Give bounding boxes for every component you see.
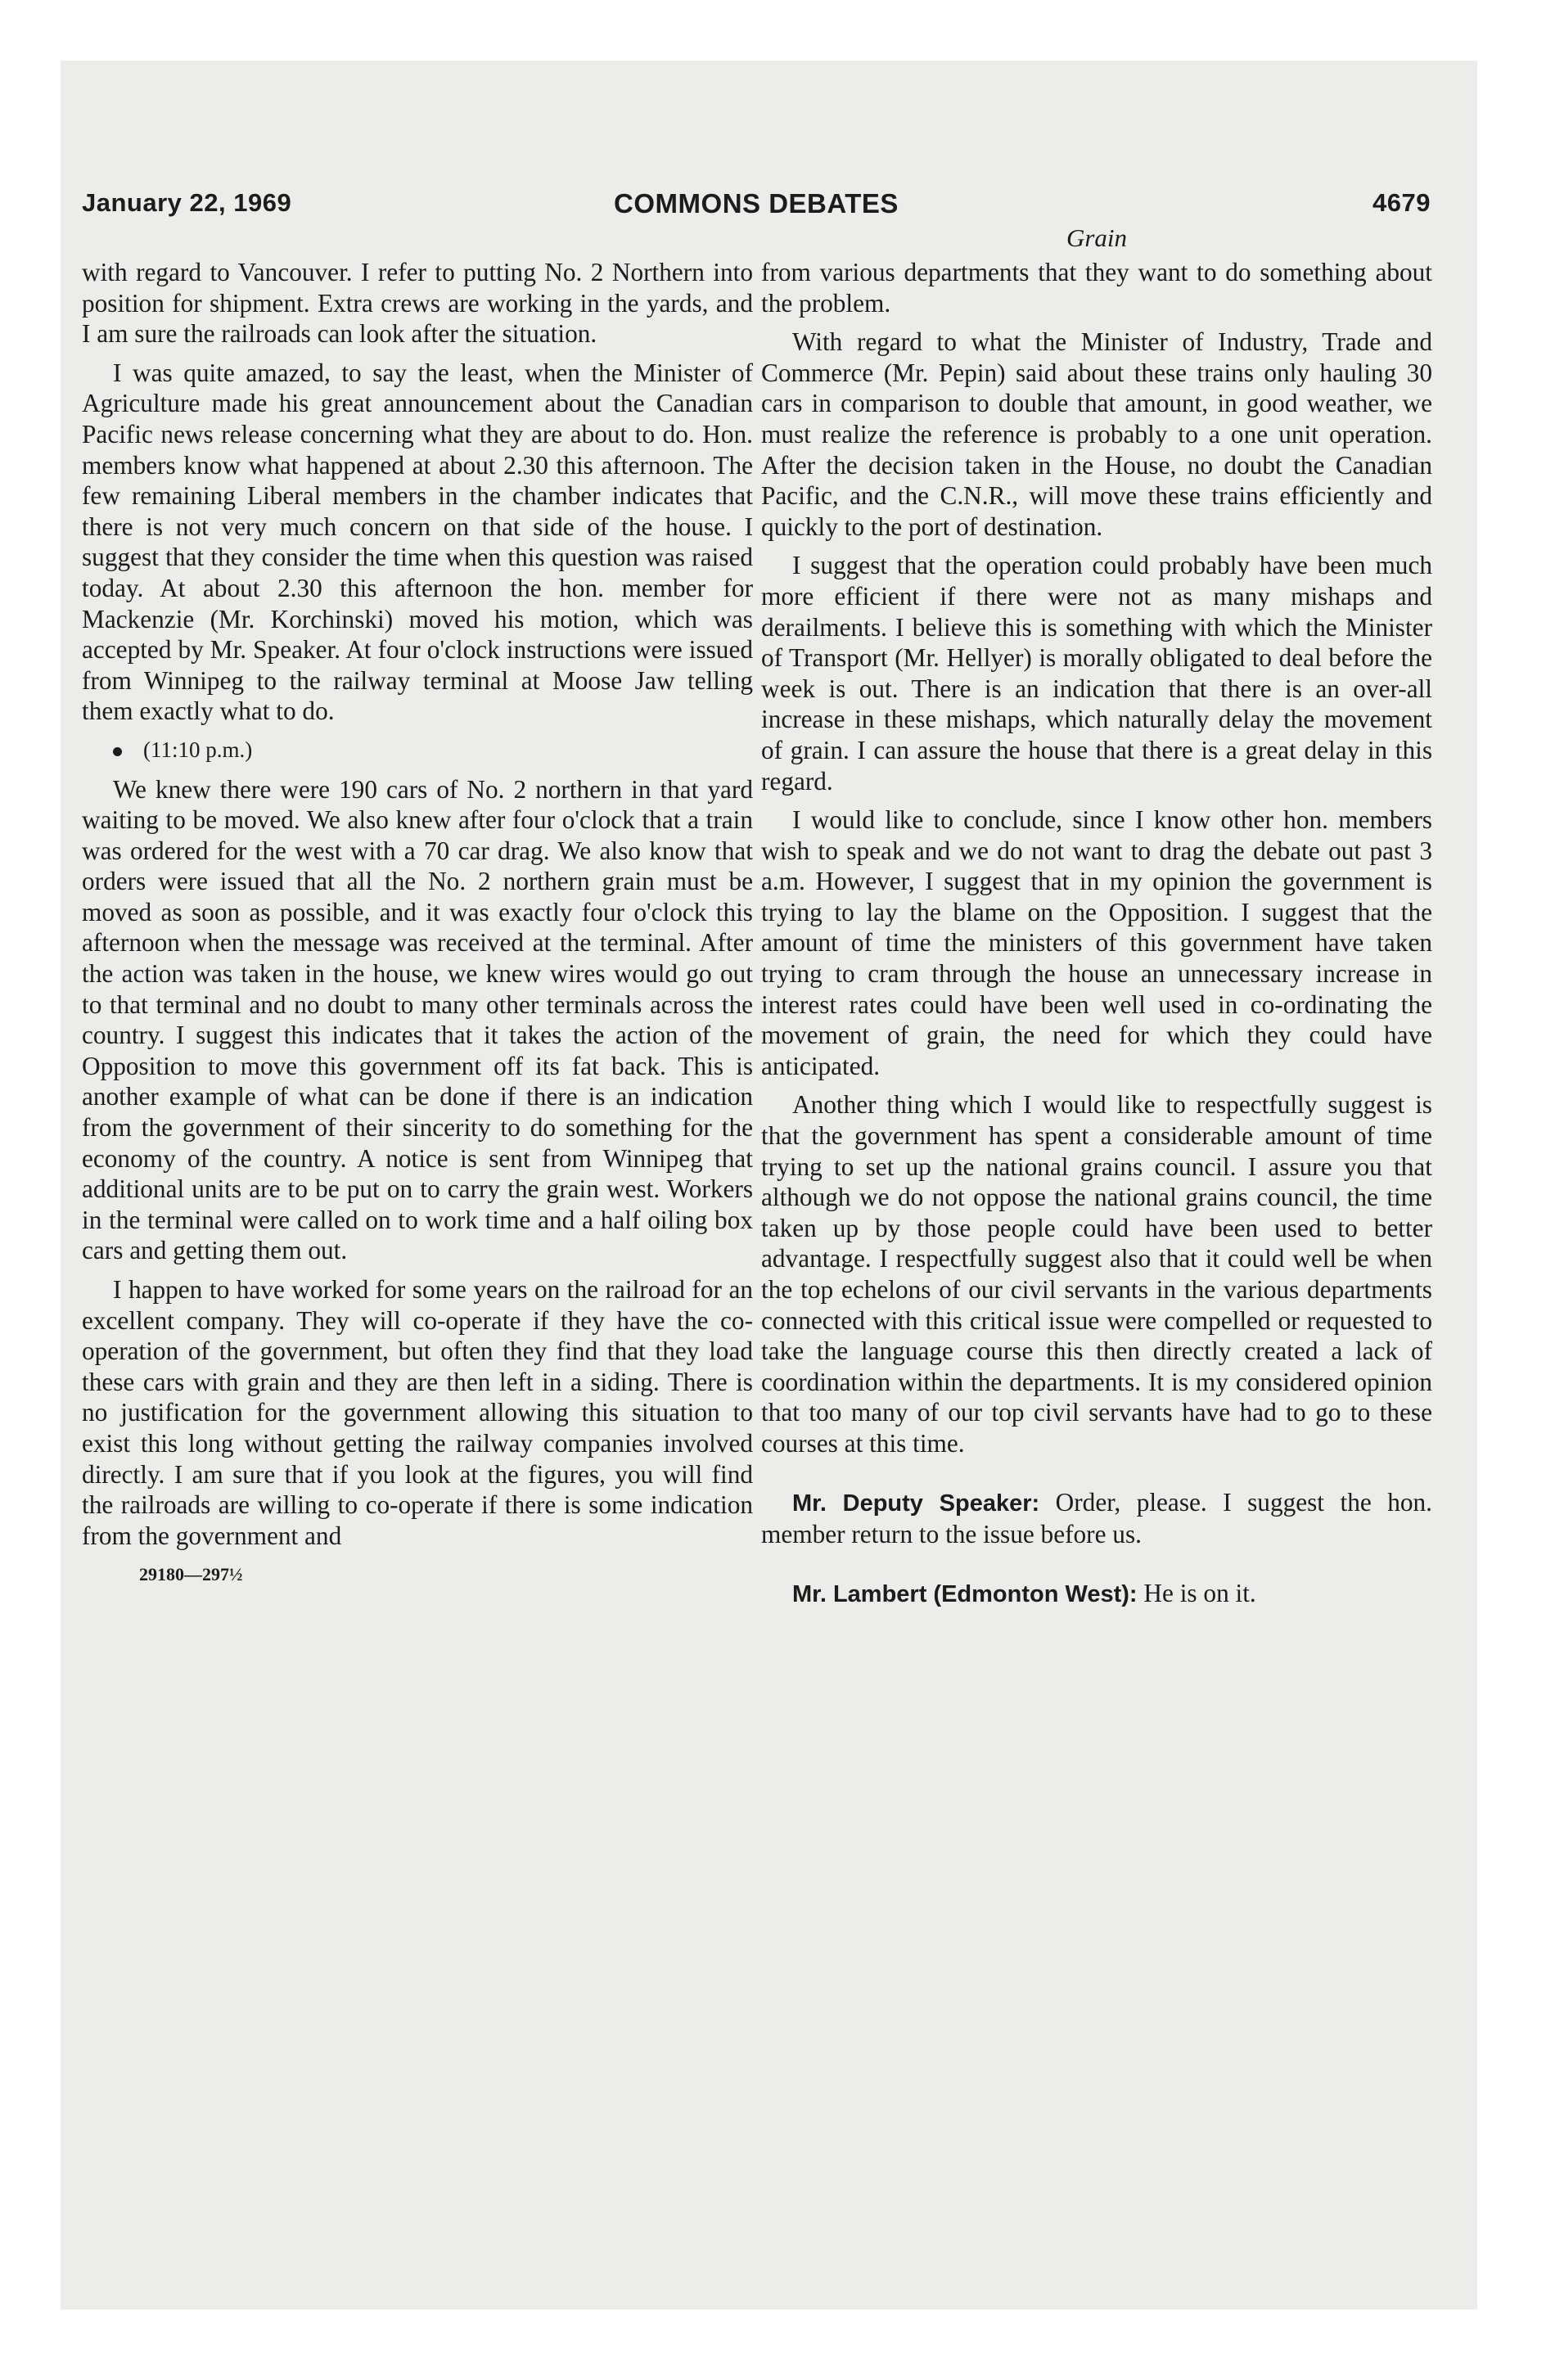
page-header — [82, 183, 1431, 223]
header-title: COMMONS DEBATES — [614, 188, 899, 219]
header-page-number: 4679 — [1372, 188, 1431, 217]
paragraph: with regard to Vancouver. I refer to putting No. 2 Northern into position for shipment. Extra crews are working in the yards, and I am sure the railroads can look after the situation. — [82, 258, 753, 349]
paragraph: We knew there were 190 cars of No. 2 northern in that yard waiting to be moved. We also knew after four o'clock that a train was ordered for the west with a 70 car drag. We also know that orders were issued that all the No. 2 northern grain must be moved as soon as possible, and it was exactly four o'clock this afternoon when the message was received at the terminal. After the action was taken in the house, we knew wires would go out to that terminal and no doubt to many other terminals across the country. I suggest this indicates that it takes the action of the Opposition to move this government off its fat back. This is another example of what can be done if there is an indication from the government of their sincerity to do something for the economy of the country. A notice is sent from Winnipeg that additional units are to be put on to carry the grain west. Workers in the terminal were called on to work time and a half oiling box cars and getting them out. — [82, 774, 753, 1265]
spacer — [761, 1467, 1432, 1487]
bullet-icon — [113, 747, 122, 756]
paragraph: I happen to have worked for some years on the railroad for an excellent company. They will co-operate if they have the co-operation of the government, but often they find that they load these cars with grain and they are then left in a siding. There is no justification for the government allowing this situation to exist this long without getting the railway companies involved directly. I am sure that if you look at the figures, you will find the railroads are willing to co-operate if there is some indication from the government and — [82, 1275, 753, 1550]
paragraph: I was quite amazed, to say the least, when the Minister of Agriculture made his great announcement about the Canadian Pacific news release concerning what they are about to do. Hon. members know what happened at about 2.30 this afternoon. The few remaining Liberal members in the chamber indicates that there is not very much concern on that side of the house. I suggest that they consider the time when this question was raised today. At about 2.30 this afternoon the hon. member for Mackenzie (Mr. Korchinski) moved his motion, which was accepted by Mr. Speaker. At four o'clock instructions were issued from Winnipeg to the railway terminal at Moose Jaw telling them exactly what to do. — [82, 358, 753, 726]
paragraph: I would like to conclude, since I know other hon. members wish to speak and we do not want to drag the debate out past 3 a.m. However, I suggest that in my opinion the government is trying to lay the blame on the Opposition. I suggest that the amount of time the ministers of this government have taken trying to cram through the house an unnecessary increase in interest rates could have been well used in co-ordinating the movement of grain, the need for which they could have anticipated. — [761, 805, 1432, 1080]
paragraph: I suggest that the operation could probably have been much more efficient if there were not as many mishaps and derailments. I believe this is something with which the Minister of Transport (Mr. Hellyer) is morally obligated to deal before the week is out. There is an indication that there is an over-all increase in these mishaps, which naturally delay the movement of grain. I can assure the house that there is a great delay in this regard. — [761, 551, 1432, 796]
hansard-page — [82, 183, 1431, 2148]
timestamp — [82, 735, 753, 766]
timestamp-text: (11:10 p.m.) — [143, 737, 253, 762]
header-date: January 22, 1969 — [82, 188, 292, 217]
paragraph: Another thing which I would like to respectfully suggest is that the government has spent a considerable amount of time trying to set up the national grains council. I assure you that although we do not oppose the national grains council, the time taken up by those people could have been used to better advantage. I respectfully suggest also that it could well be when the top echelons of our civil servants in the various departments connected with this critical issue were compelled or requested to take the language course this then directly created a lack of coordination within the departments. It is my considered opinion that too many of our top civil servants have had to go to these courses at this time. — [761, 1090, 1432, 1458]
speech-text: Order, please. I suggest the hon. member return to the issue before us. — [761, 1487, 1432, 1549]
right-column — [761, 223, 1432, 1618]
spacer — [761, 1558, 1432, 1578]
speech — [761, 1487, 1432, 1550]
paragraph: With regard to what the Minister of Industry, Trade and Commerce (Mr. Pepin) said about these trains only hauling 30 cars in comparison to double that amount, in good weather, we must realize the reference is probably to a one unit operation. After the decision taken in the House, no doubt the Canadian Pacific, and the C.N.R., will move these trains efficiently and quickly to the port of destination. — [761, 327, 1432, 541]
speech — [761, 1578, 1432, 1611]
speaker-name: Mr. Deputy Speaker: — [792, 1490, 1040, 1517]
speaker-name: Mr. Lambert (Edmonton West): — [792, 1580, 1138, 1607]
subject-heading: Grain — [1066, 223, 1128, 252]
footer-code: 29180—297½ — [139, 1564, 243, 1585]
paragraph: from various departments that they want to do something about the problem. — [761, 258, 1432, 318]
left-column — [82, 257, 753, 1590]
speech-text: He is on it. — [1137, 1578, 1256, 1607]
